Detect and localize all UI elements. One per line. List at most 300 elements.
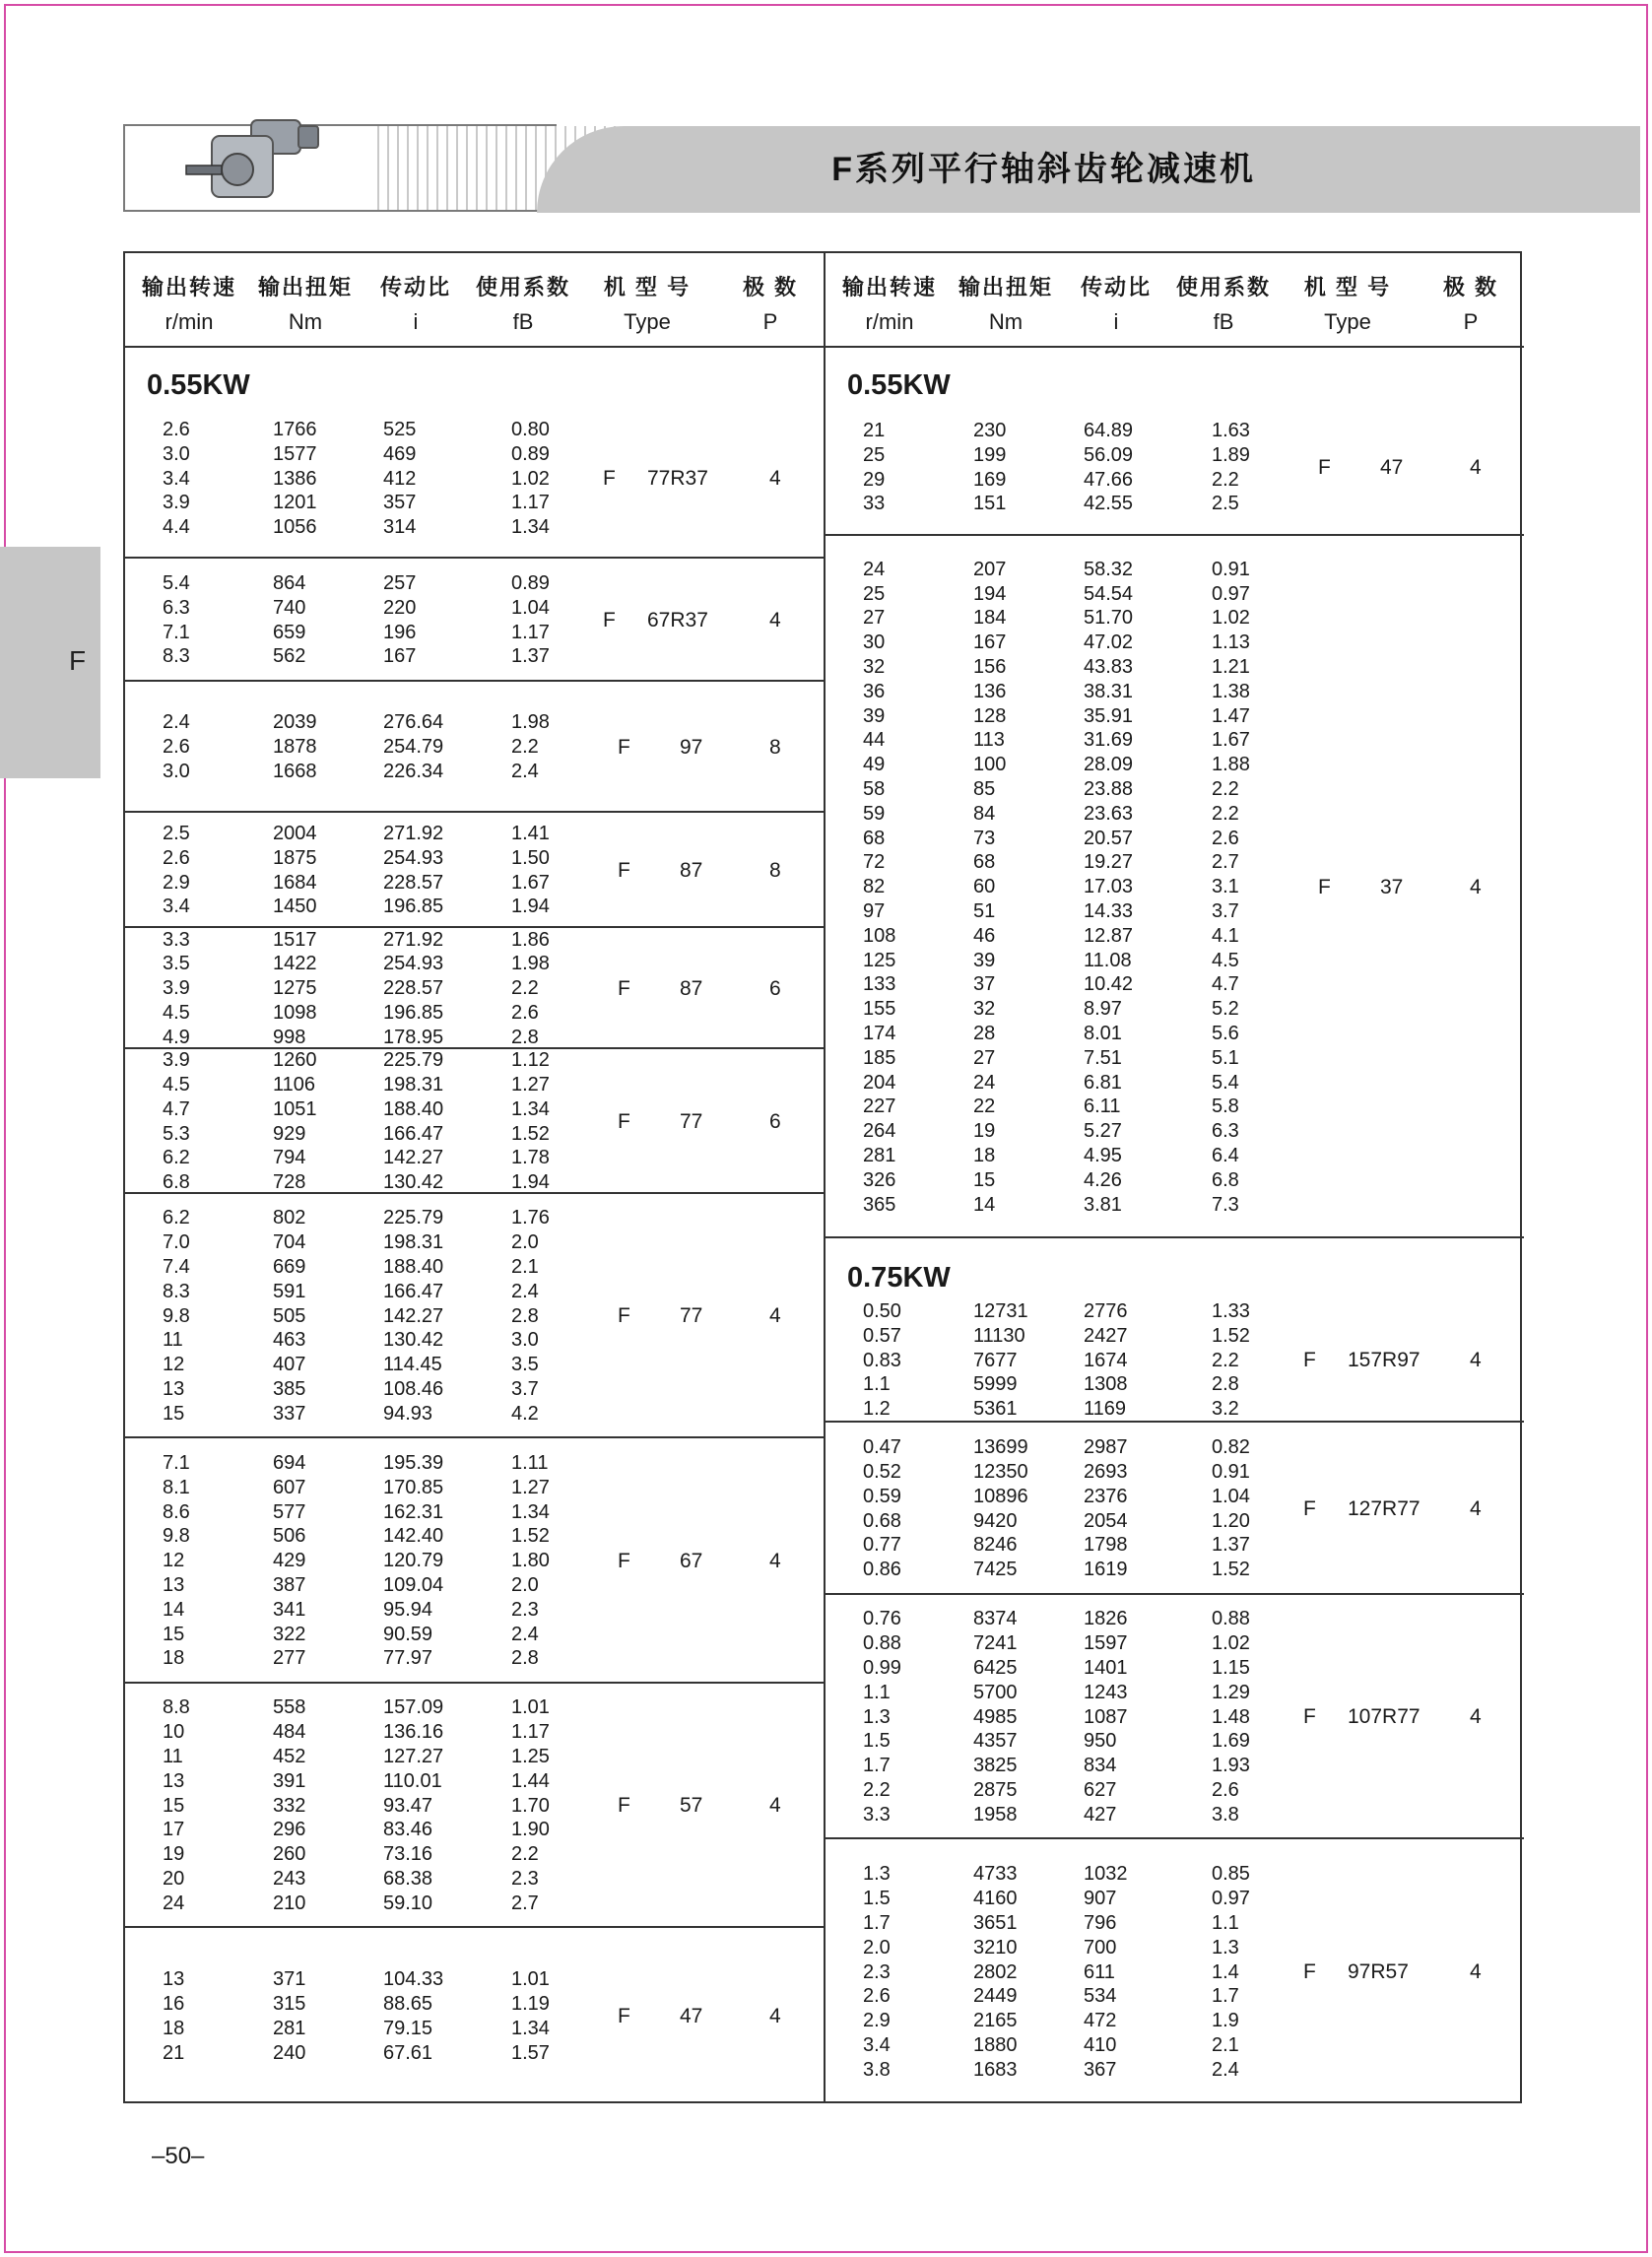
ratio: 95.94 — [383, 1598, 433, 1621]
output-speed: 281 — [863, 1144, 896, 1166]
ratio: 5.27 — [1084, 1120, 1122, 1143]
table-row — [125, 1001, 824, 1025]
left-column — [125, 253, 826, 2101]
output-speed: 21 — [163, 2041, 185, 2064]
table-row — [125, 1842, 824, 1866]
service-factor: 1.4 — [1212, 1960, 1239, 1983]
ratio: 59.10 — [383, 1892, 433, 1914]
ratio: 130.42 — [383, 1171, 444, 1194]
output-speed: 19 — [163, 1843, 185, 1866]
output-torque: 669 — [273, 1256, 306, 1278]
output-torque: 407 — [273, 1354, 306, 1376]
ratio: 257 — [383, 571, 417, 594]
ratio: 314 — [383, 516, 417, 539]
model-group — [125, 1049, 824, 1194]
table-row — [125, 1206, 824, 1229]
table-row — [826, 631, 1524, 654]
table-row — [125, 1048, 824, 1072]
output-torque: 14 — [973, 1193, 996, 1216]
table-row — [826, 606, 1524, 630]
header-torque: 输出扭矩 — [958, 275, 1053, 299]
model-prefix: F — [603, 608, 616, 631]
ratio: 166.47 — [383, 1280, 444, 1302]
service-factor: 2.7 — [1212, 851, 1239, 874]
output-torque: 2449 — [973, 1985, 1018, 2008]
ratio: 88.65 — [383, 1993, 433, 2016]
output-torque: 429 — [273, 1550, 306, 1572]
ratio: 2376 — [1084, 1485, 1128, 1507]
model-prefix: F — [1318, 455, 1331, 479]
model-prefix: F — [1303, 1496, 1316, 1520]
output-torque: 1766 — [273, 419, 317, 440]
output-speed: 21 — [863, 419, 886, 441]
output-speed: 2.5 — [163, 822, 190, 844]
model-type: 107R77 — [1348, 1705, 1421, 1728]
output-speed: 33 — [863, 493, 886, 515]
output-torque: 1958 — [973, 1803, 1018, 1826]
service-factor: 1.52 — [511, 1525, 550, 1548]
ratio: 228.57 — [383, 977, 444, 1000]
ratio: 35.91 — [1084, 704, 1134, 727]
ratio: 796 — [1084, 1912, 1117, 1934]
output-torque: 156 — [973, 655, 1007, 678]
output-torque: 740 — [273, 596, 306, 619]
header-torque: 输出扭矩 — [257, 275, 353, 299]
table-row — [826, 1324, 1524, 1348]
service-factor: 1.27 — [511, 1073, 550, 1095]
output-torque: 169 — [973, 468, 1007, 491]
output-speed: 15 — [163, 1794, 185, 1817]
pole-count: 4 — [769, 1794, 781, 1817]
output-speed: 3.0 — [163, 760, 190, 782]
service-factor: 5.6 — [1212, 1022, 1239, 1044]
output-torque: 929 — [273, 1122, 306, 1145]
output-speed: 17 — [163, 1819, 185, 1841]
service-factor: 0.97 — [1212, 1888, 1250, 1910]
output-torque: 1056 — [273, 516, 317, 539]
ratio: 225.79 — [383, 1207, 444, 1229]
output-torque: 506 — [273, 1525, 306, 1548]
ratio: 23.63 — [1084, 802, 1134, 825]
ratio: 1032 — [1084, 1863, 1128, 1886]
header-poles: 极 数 — [742, 275, 799, 299]
ratio: 1401 — [1084, 1657, 1128, 1679]
output-torque: 68 — [973, 851, 996, 874]
ratio: 38.31 — [1084, 680, 1134, 702]
output-torque: 332 — [273, 1794, 306, 1817]
service-factor: 2.6 — [1212, 827, 1239, 849]
output-speed: 155 — [863, 998, 896, 1021]
ratio: 1169 — [1084, 1398, 1127, 1421]
output-speed: 8.3 — [163, 1280, 190, 1302]
table-row — [125, 621, 824, 644]
table-row — [826, 753, 1524, 776]
service-factor: 2.4 — [511, 1623, 539, 1645]
table-row — [125, 1892, 824, 1915]
service-factor: 1.25 — [511, 1746, 550, 1767]
table-row — [826, 1729, 1524, 1753]
ratio: 6.11 — [1084, 1095, 1121, 1118]
service-factor: 1.17 — [511, 492, 550, 514]
output-speed: 264 — [863, 1120, 896, 1143]
service-factor: 1.15 — [1212, 1657, 1250, 1679]
output-torque: 1668 — [273, 760, 317, 782]
output-torque: 1422 — [273, 953, 317, 975]
output-speed: 3.0 — [163, 442, 190, 465]
model-group — [125, 813, 824, 928]
model-group — [826, 1238, 1524, 1423]
ratio: 525 — [383, 419, 417, 440]
table-row — [125, 442, 824, 466]
service-factor: 2.1 — [1212, 2034, 1239, 2056]
table-row — [826, 1435, 1524, 1459]
model-group — [125, 928, 824, 1049]
ratio: 162.31 — [383, 1500, 444, 1523]
service-factor: 2.6 — [1212, 1779, 1239, 1801]
ratio: 20.57 — [1084, 827, 1134, 849]
output-speed: 29 — [863, 468, 886, 491]
table-row — [125, 976, 824, 1000]
service-factor: 3.7 — [1212, 899, 1239, 922]
output-torque: 10896 — [973, 1485, 1028, 1507]
table-row — [125, 1255, 824, 1279]
output-torque: 8246 — [973, 1534, 1018, 1557]
output-torque: 3210 — [973, 1936, 1018, 1958]
output-speed: 15 — [163, 1402, 185, 1425]
output-torque: 100 — [973, 754, 1007, 776]
header-type: 机 型 号 — [603, 275, 692, 299]
ratio: 627 — [1084, 1779, 1117, 1801]
ratio: 83.46 — [383, 1819, 433, 1841]
output-speed: 3.5 — [163, 953, 190, 975]
output-speed: 12 — [163, 1354, 185, 1376]
output-speed: 6.8 — [163, 1171, 190, 1194]
output-speed: 58 — [863, 777, 886, 800]
table-row — [826, 1887, 1524, 1910]
output-torque: 4733 — [973, 1863, 1018, 1886]
gear-reducer-icon — [182, 108, 330, 217]
ratio: 4.95 — [1084, 1144, 1122, 1166]
ratio: 10.42 — [1084, 973, 1134, 996]
output-torque: 281 — [273, 2018, 306, 2039]
table-row — [826, 1299, 1524, 1323]
service-factor: 1.01 — [511, 1696, 550, 1719]
service-factor: 4.5 — [1212, 949, 1239, 971]
service-factor: 1.94 — [511, 896, 550, 918]
model-group — [125, 1684, 824, 1928]
ratio: 142.27 — [383, 1147, 444, 1169]
model-prefix: F — [618, 735, 630, 759]
table-row — [125, 1500, 824, 1524]
output-torque: 260 — [273, 1843, 306, 1866]
output-torque: 3825 — [973, 1755, 1018, 1777]
ratio: 47.02 — [1084, 631, 1134, 654]
ratio: 54.54 — [1084, 582, 1134, 605]
service-factor: 0.91 — [1212, 558, 1250, 580]
model-prefix: F — [1303, 1705, 1316, 1728]
output-torque: 296 — [273, 1819, 306, 1841]
ratio: 130.42 — [383, 1329, 444, 1352]
service-factor: 1.93 — [1212, 1755, 1250, 1777]
service-factor: 1.1 — [1212, 1912, 1239, 1934]
model-type: 87 — [680, 976, 703, 1000]
ratio: 90.59 — [383, 1623, 433, 1645]
output-speed: 97 — [863, 899, 886, 922]
ratio: 469 — [383, 442, 417, 465]
output-speed: 2.0 — [863, 1936, 891, 1958]
service-factor: 2.4 — [511, 1280, 539, 1302]
service-factor: 1.13 — [1212, 631, 1250, 654]
output-speed: 18 — [163, 2018, 185, 2039]
header-ratio-unit: i — [1113, 309, 1119, 334]
output-speed: 0.57 — [863, 1324, 901, 1347]
output-speed: 6.3 — [163, 596, 190, 619]
output-torque: 277 — [273, 1647, 306, 1670]
ratio: 47.66 — [1084, 468, 1134, 491]
table-row — [826, 2009, 1524, 2032]
table-row — [826, 777, 1524, 801]
output-speed: 185 — [863, 1046, 896, 1069]
output-speed: 1.5 — [863, 1888, 891, 1910]
header-factor-unit: fB — [512, 309, 534, 334]
output-torque: 84 — [973, 802, 996, 825]
ratio: 94.93 — [383, 1402, 433, 1425]
service-factor: 1.27 — [511, 1476, 550, 1498]
table-row — [125, 2041, 824, 2065]
table-row — [125, 1280, 824, 1303]
output-torque: 184 — [973, 607, 1007, 630]
output-speed: 2.3 — [863, 1960, 891, 1983]
page-header — [123, 120, 1522, 214]
ratio: 1674 — [1084, 1349, 1128, 1371]
output-speed: 15 — [163, 1623, 185, 1645]
ratio: 12.87 — [1084, 924, 1134, 947]
output-torque: 199 — [973, 443, 1007, 466]
ratio: 276.64 — [383, 711, 444, 734]
service-factor: 2.8 — [511, 1026, 539, 1048]
service-factor: 0.88 — [1212, 1608, 1250, 1630]
table-row — [826, 1984, 1524, 2008]
service-factor: 2.2 — [511, 1843, 539, 1866]
output-speed: 4.4 — [163, 516, 190, 539]
model-group — [826, 346, 1524, 536]
service-factor: 2.0 — [511, 1573, 539, 1596]
table-row — [826, 1119, 1524, 1143]
table-row — [826, 1803, 1524, 1826]
output-torque: 1878 — [273, 736, 317, 759]
service-factor: 1.29 — [1212, 1681, 1250, 1703]
service-factor: 6.3 — [1212, 1120, 1239, 1143]
output-speed: 2.9 — [163, 871, 190, 894]
model-prefix: F — [603, 467, 616, 490]
table-row — [125, 1598, 824, 1622]
ratio: 1826 — [1084, 1608, 1128, 1630]
header-poles: 极 数 — [1442, 275, 1499, 299]
table-row — [125, 735, 824, 759]
model-type: 37 — [1380, 875, 1404, 898]
service-factor: 1.17 — [511, 621, 550, 643]
output-speed: 12 — [163, 1550, 185, 1572]
output-torque: 387 — [273, 1573, 306, 1596]
output-speed: 227 — [863, 1095, 896, 1118]
table-row — [125, 1794, 824, 1818]
output-speed: 39 — [863, 704, 886, 727]
table-row — [125, 928, 824, 952]
output-torque: 5700 — [973, 1681, 1018, 1703]
ratio: 2776 — [1084, 1300, 1128, 1322]
service-factor: 1.80 — [511, 1550, 550, 1572]
output-speed: 365 — [863, 1193, 896, 1216]
output-torque: 371 — [273, 1968, 306, 1991]
output-speed: 82 — [863, 876, 886, 898]
model-type: 47 — [680, 2005, 703, 2027]
table-row — [826, 1397, 1524, 1421]
ratio: 700 — [1084, 1936, 1117, 1958]
table-row — [125, 822, 824, 845]
output-torque: 1450 — [273, 896, 317, 918]
output-speed: 0.76 — [863, 1608, 901, 1630]
output-speed: 1.3 — [863, 1705, 891, 1728]
output-torque: 240 — [273, 2041, 306, 2064]
service-factor: 1.88 — [1212, 754, 1250, 776]
output-speed: 44 — [863, 729, 886, 752]
ratio: 254.93 — [383, 846, 444, 869]
output-torque: 7425 — [973, 1559, 1018, 1581]
output-torque: 4160 — [973, 1888, 1018, 1910]
service-factor: 1.41 — [511, 822, 550, 844]
ratio: 67.61 — [383, 2041, 433, 2064]
table-row — [826, 558, 1524, 581]
table-row — [826, 1607, 1524, 1630]
ratio: 11.08 — [1084, 949, 1132, 971]
ratio: 367 — [1084, 2058, 1117, 2081]
ratio: 7.51 — [1084, 1046, 1122, 1069]
table-row — [826, 1071, 1524, 1095]
output-speed: 36 — [863, 680, 886, 702]
service-factor: 5.8 — [1212, 1095, 1239, 1118]
table-row — [125, 467, 824, 491]
table-row — [826, 492, 1524, 515]
ratio: 1597 — [1084, 1632, 1128, 1655]
pole-count: 4 — [1470, 1496, 1482, 1520]
output-torque: 1517 — [273, 928, 317, 951]
service-factor: 5.1 — [1212, 1046, 1239, 1069]
output-speed: 24 — [863, 558, 886, 580]
model-group — [125, 1438, 824, 1684]
model-prefix: F — [618, 1549, 630, 1572]
service-factor: 3.0 — [511, 1329, 539, 1352]
table-row — [125, 1073, 824, 1096]
table-row — [125, 1097, 824, 1121]
output-speed: 133 — [863, 973, 896, 996]
ratio: 2054 — [1084, 1509, 1128, 1532]
model-prefix: F — [1318, 875, 1331, 898]
output-speed: 5.4 — [163, 571, 190, 594]
service-factor: 1.02 — [1212, 607, 1250, 630]
output-torque: 27 — [973, 1046, 996, 1069]
output-torque: 1577 — [273, 442, 317, 465]
service-factor: 1.57 — [511, 2041, 550, 2064]
ratio: 58.32 — [1084, 558, 1134, 580]
ratio: 3.81 — [1084, 1193, 1122, 1216]
output-torque: 1880 — [973, 2034, 1018, 2056]
ratio: 2987 — [1084, 1436, 1128, 1459]
output-torque: 385 — [273, 1378, 306, 1400]
pole-count: 4 — [769, 608, 781, 631]
table-row — [826, 2033, 1524, 2057]
table-row — [826, 899, 1524, 923]
table-row — [826, 1460, 1524, 1484]
ratio: 127.27 — [383, 1746, 444, 1767]
output-torque: 1684 — [273, 871, 317, 894]
ratio: 1087 — [1084, 1705, 1128, 1728]
ratio: 170.85 — [383, 1476, 444, 1498]
service-factor: 2.3 — [511, 1598, 539, 1621]
service-factor: 0.85 — [1212, 1863, 1250, 1886]
output-speed: 0.86 — [863, 1559, 901, 1581]
output-speed: 13 — [163, 1769, 185, 1792]
output-torque: 562 — [273, 645, 306, 668]
table-row — [125, 1170, 824, 1194]
output-torque: 998 — [273, 1026, 306, 1048]
output-torque: 2802 — [973, 1960, 1018, 1983]
table-row — [125, 1122, 824, 1146]
service-factor: 1.90 — [511, 1819, 550, 1841]
output-torque: 210 — [273, 1892, 306, 1914]
table-row — [826, 1911, 1524, 1935]
output-torque: 19 — [973, 1120, 996, 1143]
output-torque: 6425 — [973, 1657, 1018, 1679]
pole-count: 4 — [1470, 455, 1482, 479]
output-torque: 5999 — [973, 1373, 1018, 1396]
table-row — [826, 1144, 1524, 1167]
table-row — [826, 468, 1524, 492]
output-torque: 39 — [973, 949, 996, 971]
table-row — [826, 1656, 1524, 1680]
output-torque: 452 — [273, 1746, 306, 1767]
header-type: 机 型 号 — [1303, 275, 1392, 299]
service-factor: 1.67 — [1212, 729, 1250, 752]
table-row — [826, 582, 1524, 606]
header-poles-unit: P — [1463, 309, 1479, 334]
table-row — [125, 1720, 824, 1744]
output-speed: 174 — [863, 1022, 896, 1044]
model-prefix: F — [1303, 1349, 1316, 1371]
service-factor: 1.44 — [511, 1769, 550, 1792]
table-row — [125, 1745, 824, 1768]
service-factor: 2.8 — [1212, 1373, 1239, 1396]
service-factor: 1.9 — [1212, 2010, 1239, 2032]
ratio: 6.81 — [1084, 1071, 1122, 1094]
output-torque: 11130 — [973, 1324, 1025, 1347]
ratio: 412 — [383, 467, 417, 490]
service-factor: 1.78 — [511, 1147, 550, 1169]
output-torque: 28 — [973, 1022, 996, 1044]
output-speed: 0.59 — [863, 1485, 901, 1507]
service-factor: 1.19 — [511, 1993, 550, 2016]
service-factor: 4.1 — [1212, 924, 1239, 947]
ratio: 196.85 — [383, 1001, 444, 1024]
output-speed: 0.99 — [863, 1657, 901, 1679]
pole-count: 4 — [769, 1304, 781, 1327]
service-factor: 2.3 — [511, 1868, 539, 1890]
ratio: 23.88 — [1084, 777, 1134, 800]
service-factor: 5.4 — [1212, 1071, 1239, 1094]
output-speed: 3.3 — [863, 1803, 891, 1826]
ratio: 157.09 — [383, 1696, 444, 1719]
table-row — [125, 1867, 824, 1891]
output-torque: 207 — [973, 558, 1007, 580]
